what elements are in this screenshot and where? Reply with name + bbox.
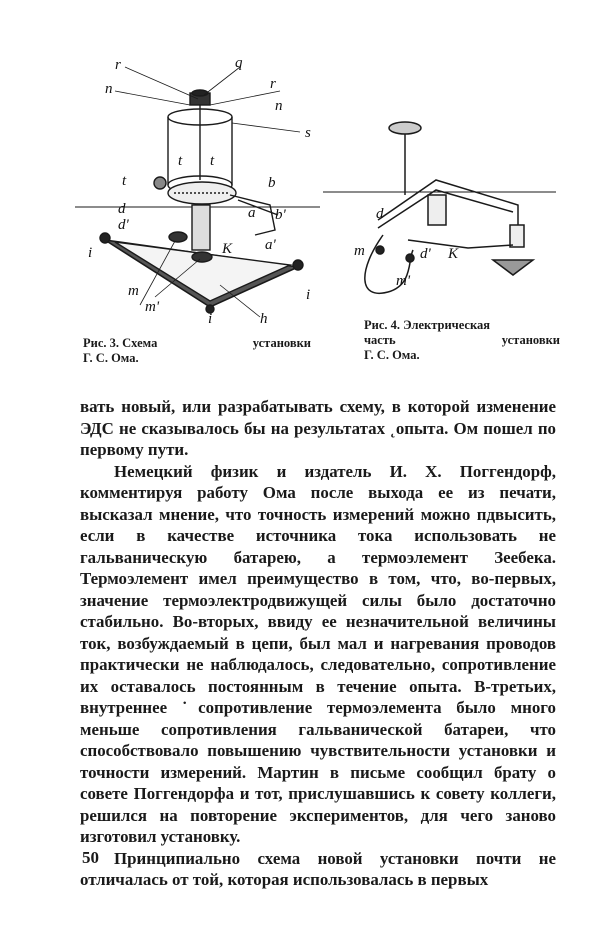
fig3-label-b: b: [268, 175, 276, 191]
figure-4-caption-line2b: установки: [501, 333, 560, 347]
fig3-label-n2: n: [275, 98, 283, 114]
fig3-label-i3: i: [208, 311, 213, 325]
figure-3-caption: [83, 336, 311, 366]
paragraph-2: Немецкий физик и издатель И. Х. Поггендорф, комментируя работу Ома после выхода ее из печати, высказал мнение, что точность измерений можно пдвысить, если в качестве источника тока использовать не гальваническую батарею, а термоэлемент Зеебека. Термоэлемент имел преимущество в том, что, во-первых, значение термоэлектродвижущей силы было достаточно стабильно. Во-вторых, ввиду ее незначительной величины ток, возбуждаемый в цепи, был мал и нагревания проводов практически не наблюдалось, следовательно, сопротивление их оставалось постоянным в течение опыта. В-третьих, внутреннее ˙сопротивление термоэлемента было много меньше сопротивления гальванической батареи, что способствовало повышению чувствительности установки и точности измерений. Мартин в письме сообщил брату о совете Поггендорфа и тот, прислушавшись к совету коллеги, решился на повторение экспериментов, для чего заново изготовил установку.: [80, 461, 556, 846]
figure-3-caption-line1b: установки: [252, 336, 311, 350]
fig3-label-K: K: [222, 241, 233, 257]
fig3-label-r1: r: [115, 57, 121, 73]
fig4-label-m: m: [354, 243, 365, 259]
fig4-label-K: K: [448, 246, 459, 262]
fig3-label-d: d: [118, 201, 126, 217]
page-number: 50: [82, 848, 99, 867]
fig3-label-m2: m': [145, 299, 160, 315]
figure-4-caption: [364, 318, 560, 363]
figure-3-illustration: [70, 55, 325, 325]
fig3-label-i2: i: [306, 287, 311, 303]
fig3-label-r2: r: [270, 76, 276, 92]
fig3-label-a: a: [248, 205, 256, 221]
fig4-label-d: d: [376, 206, 384, 222]
fig3-label-s: s: [305, 125, 311, 141]
figure-4-caption-line2a: часть: [364, 333, 396, 347]
fig3-label-q: q: [235, 55, 243, 71]
figure-4-illustration: [318, 110, 558, 320]
fig3-label-t1: t: [178, 153, 183, 169]
figure-4-caption-line3: Г. С. Ома.: [364, 348, 420, 362]
fig3-label-m: m: [128, 283, 139, 299]
fig3-label-t3: t: [122, 173, 127, 189]
figure-4-caption-line1: Рис. 4. Электрическая: [364, 318, 490, 332]
fig3-label-d2: d': [118, 217, 129, 233]
fig3-label-t2: t: [210, 153, 215, 169]
fig4-label-d2: d': [420, 246, 431, 262]
body-text: [80, 396, 556, 891]
fig3-label-i1: i: [88, 245, 93, 261]
fig3-label-b2: b': [275, 207, 286, 223]
paragraph-3: Принципиально схема новой установки почти не отличалась от той, которая использовалась в первых: [80, 848, 556, 889]
paragraph-1: вать новый, или разрабатывать схему, в которой изменение ЭДС не сказывалось бы на результатах ˛опыта. Ом пошел по первому пути.: [80, 397, 556, 459]
fig3-label-a2: a': [265, 237, 276, 253]
figure-3-caption-line2: Г. С. Ома.: [83, 351, 139, 365]
fig4-label-m2: m': [396, 273, 411, 289]
figure-3-caption-line1a: Рис. 3. Схема: [83, 336, 158, 350]
fig3-label-h: h: [260, 311, 268, 325]
fig3-label-n1: n: [105, 81, 113, 97]
